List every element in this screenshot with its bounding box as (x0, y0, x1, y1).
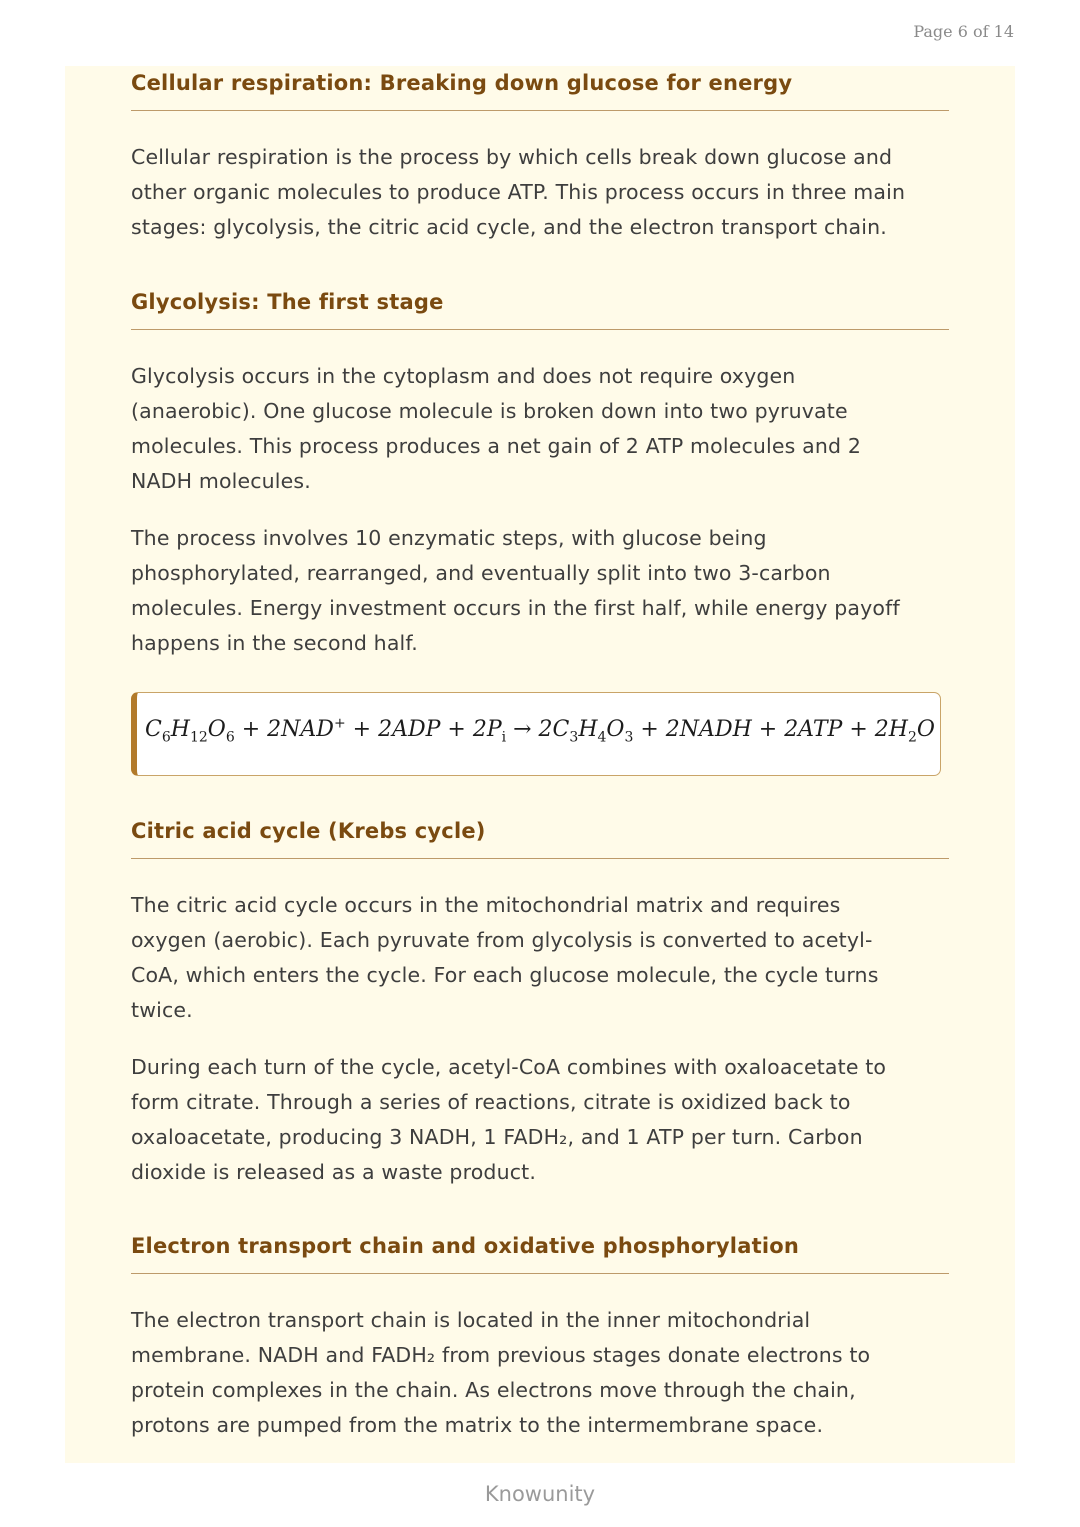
text-line: phosphorylated, rearranged, and eventually split into two 3-carbon (131, 561, 831, 585)
text-line: molecules. Energy investment occurs in the first half, while energy payoff (131, 596, 900, 620)
heading-divider (131, 110, 949, 111)
equation-box (131, 692, 941, 776)
text-line: The citric acid cycle occurs in the mitochondrial matrix and requires (131, 893, 841, 917)
equation-text: $C_6H_{12}O_6 + 2NAD^+ + 2ADP + 2P_i \to 2C_3H_4O_3$ + 2NADH + $2ATP + 2H_2O$ (145, 716, 935, 746)
text-line: oxaloacetate, producing 3 NADH, 1 FADH₂, and 1 ATP per turn. Carbon (131, 1125, 863, 1149)
section-electron-transport-chain (131, 1234, 949, 1443)
text-line: CoA, which enters the cycle. For each glucose molecule, the cycle turns (131, 963, 879, 987)
paragraph (131, 1050, 949, 1190)
text-line: NADH molecules. (131, 469, 311, 493)
heading-divider (131, 858, 949, 859)
text-line: twice. (131, 998, 193, 1022)
footer-brand: Knowunity (484, 1482, 596, 1506)
paragraph (131, 888, 949, 1028)
section-heading: Citric acid cycle (Krebs cycle) (131, 819, 486, 843)
text-line: (anaerobic). One glucose molecule is broken down into two pyruvate (131, 399, 848, 423)
text-line: Glycolysis occurs in the cytoplasm and does not require oxygen (131, 364, 796, 388)
text-line: The process involves 10 enzymatic steps, with glucose being (131, 526, 767, 550)
paragraph (131, 1303, 949, 1443)
section-krebs-cycle (131, 819, 949, 1190)
text-line: protein complexes in the chain. As electrons move through the chain, (131, 1378, 856, 1402)
section-heading: Glycolysis: The first stage (131, 290, 444, 314)
content-panel (65, 66, 1015, 1463)
text-line: During each turn of the cycle, acetyl-CoA combines with oxaloacetate to (131, 1055, 887, 1079)
text-line: molecules. This process produces a net gain of 2 ATP molecules and 2 (131, 434, 862, 458)
paragraph (131, 521, 949, 661)
text-line: protons are pumped from the matrix to the intermembrane space. (131, 1413, 824, 1437)
text-line: other organic molecules to produce ATP. This process occurs in three main (131, 180, 906, 204)
heading-divider (131, 329, 949, 330)
page-number: Page 6 of 14 (913, 22, 1014, 41)
text-line: oxygen (aerobic). Each pyruvate from glycolysis is converted to acetyl- (131, 928, 873, 952)
section-glycolysis (131, 290, 949, 661)
text-line: The electron transport chain is located in the inner mitochondrial (131, 1308, 811, 1332)
paragraph (131, 140, 949, 245)
text-line: membrane. NADH and FADH₂ from previous stages donate electrons to (131, 1343, 871, 1367)
text-line: Cellular respiration is the process by which cells break down glucose and (131, 145, 893, 169)
paragraph (131, 359, 949, 499)
heading-divider (131, 1273, 949, 1274)
section-heading: Cellular respiration: Breaking down glucose for energy (131, 71, 793, 95)
text-line: happens in the second half. (131, 631, 418, 655)
text-line: form citrate. Through a series of reactions, citrate is oxidized back to (131, 1090, 851, 1114)
text-line: dioxide is released as a waste product. (131, 1160, 536, 1184)
glycolysis-equation (145, 716, 935, 746)
section-heading: Electron transport chain and oxidative phosphorylation (131, 1234, 799, 1258)
text-line: stages: glycolysis, the citric acid cycle, and the electron transport chain. (131, 215, 887, 239)
section-cellular-respiration (131, 71, 949, 245)
